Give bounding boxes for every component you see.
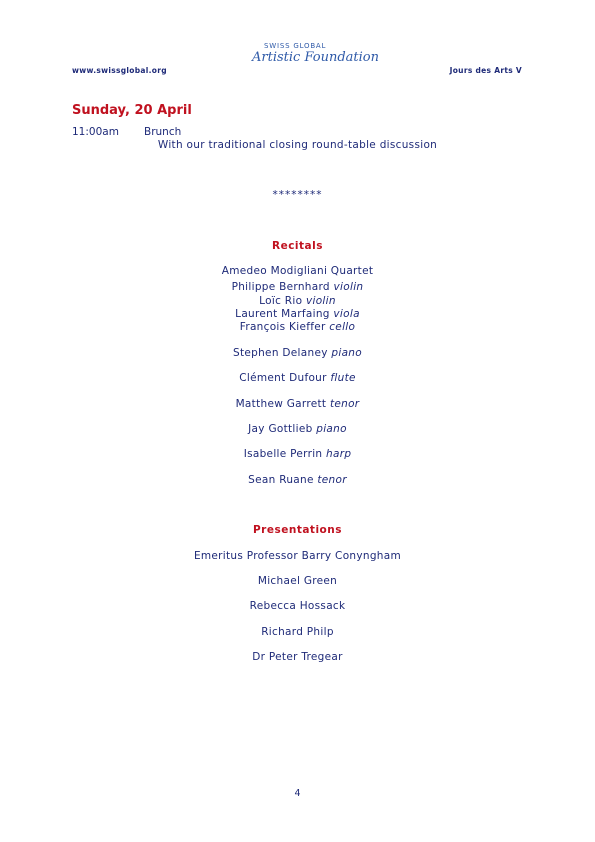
performer-instrument: piano (316, 423, 347, 435)
performer-name: Jay Gottlieb (248, 423, 317, 435)
event-name: Brunch (144, 126, 182, 138)
performer-instrument: violin (305, 295, 336, 307)
recital-entry (0, 423, 595, 435)
performer-instrument: viola (333, 308, 360, 320)
performer-instrument: piano (331, 347, 362, 359)
performer-name: François Kieffer (239, 321, 330, 333)
performer-name: Stephen Delaney (233, 347, 332, 359)
recital-entry (0, 347, 595, 359)
performer-name: Philippe Bernhard (231, 281, 334, 293)
performer-instrument: tenor (329, 398, 360, 410)
performer-name: Isabelle Perrin (243, 448, 327, 460)
logo-main-text: Artistic Foundation (252, 50, 379, 65)
presenter-name: Dr Peter Tregear (252, 651, 343, 663)
recital-entry (0, 321, 595, 333)
performer-instrument: tenor (317, 474, 347, 486)
presenter-name: Michael Green (257, 575, 338, 587)
performer-name: Loïc Rio (259, 295, 306, 307)
day-heading: Sunday, 20 April (72, 103, 192, 118)
performer-instrument: harp (326, 448, 352, 460)
website-link[interactable]: www.swissglobal.org (72, 66, 167, 75)
performer-name: Sean Ruane (248, 474, 318, 486)
recitals-heading: Recitals (272, 240, 323, 252)
recital-entry (0, 474, 595, 486)
presenter-name: Richard Philp (261, 626, 334, 638)
performer-instrument: flute (330, 372, 356, 384)
performer-instrument: violin (333, 281, 364, 293)
recital-entry (0, 398, 595, 410)
logo-top-text: SWISS GLOBAL (264, 42, 327, 50)
event-time: 11:00am (72, 126, 119, 138)
performer-instrument: cello (329, 321, 356, 333)
presenter-name: Emeritus Professor Barry Conyngham (193, 550, 402, 562)
presentations-heading: Presentations (252, 524, 342, 536)
recital-entry (0, 372, 595, 384)
recital-entry (0, 448, 595, 460)
recital-entry (0, 295, 595, 307)
foundation-logo (246, 42, 379, 76)
recital-entry (0, 281, 595, 293)
separator: ******** (272, 189, 323, 201)
performer-name: Amedeo Modigliani Quartet (221, 265, 374, 277)
performer-name: Laurent Marfaing (235, 308, 334, 320)
page-number: 4 (294, 788, 301, 799)
event-description: With our traditional closing round-table discussion (157, 139, 438, 151)
performer-name: Clément Dufour (239, 372, 331, 384)
performer-name: Matthew Garrett (235, 398, 330, 410)
recital-entry (0, 265, 595, 277)
event-title: Jours des Arts V (449, 66, 522, 75)
recital-entry (0, 308, 595, 320)
presenter-name: Rebecca Hossack (249, 600, 346, 612)
